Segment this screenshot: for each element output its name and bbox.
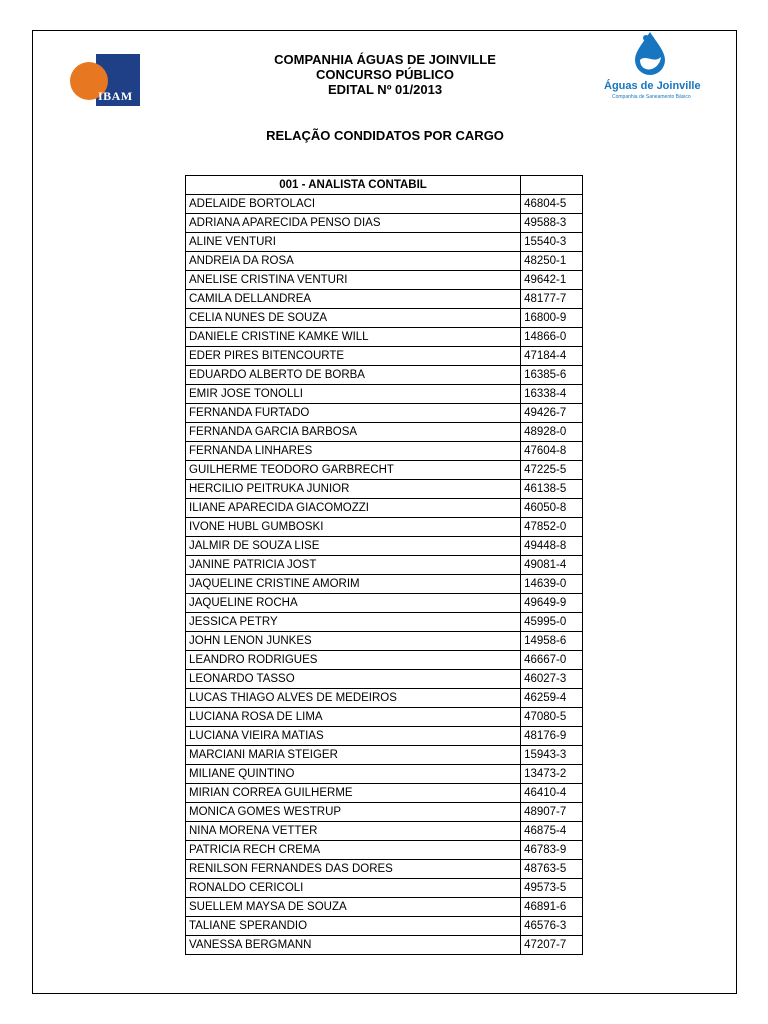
candidate-code: 46138-5 — [521, 480, 583, 499]
aguas-logo-subtitle: Companhia de Saneamento Básico — [612, 94, 691, 100]
candidate-code: 46891-6 — [521, 898, 583, 917]
table-row — [186, 518, 583, 537]
table-row — [186, 689, 583, 708]
table-row — [186, 651, 583, 670]
candidate-code: 47207-7 — [521, 936, 583, 955]
candidate-code: 46804-5 — [521, 195, 583, 214]
aguas-logo-name: Águas de Joinville — [604, 80, 701, 92]
candidates-table — [185, 175, 583, 955]
candidate-code: 49649-9 — [521, 594, 583, 613]
candidate-code: 15540-3 — [521, 233, 583, 252]
table-row — [186, 822, 583, 841]
ibam-logo — [70, 54, 140, 106]
candidate-code: 14958-6 — [521, 632, 583, 651]
candidate-code: 48763-5 — [521, 860, 583, 879]
candidate-code: 16385-6 — [521, 366, 583, 385]
candidate-name: DANIELE CRISTINE KAMKE WILL — [186, 328, 521, 347]
candidate-name: FERNANDA LINHARES — [186, 442, 521, 461]
candidate-name: MILIANE QUINTINO — [186, 765, 521, 784]
table-row — [186, 233, 583, 252]
candidate-code: 16800-9 — [521, 309, 583, 328]
table-header-cargo: 001 - ANALISTA CONTABIL — [186, 176, 521, 195]
table-row — [186, 423, 583, 442]
table-header-row — [186, 176, 583, 195]
table-row — [186, 727, 583, 746]
candidate-name: ALINE VENTURI — [186, 233, 521, 252]
candidate-name: LUCIANA VIEIRA MATIAS — [186, 727, 521, 746]
candidate-code: 49448-8 — [521, 537, 583, 556]
table-row — [186, 290, 583, 309]
header-line-contest: CONCURSO PÚBLICO — [316, 67, 454, 82]
candidate-code: 46667-0 — [521, 651, 583, 670]
candidate-name: LUCIANA ROSA DE LIMA — [186, 708, 521, 727]
candidate-code: 46050-8 — [521, 499, 583, 518]
candidate-name: ANDREIA DA ROSA — [186, 252, 521, 271]
candidate-name: GUILHERME TEODORO GARBRECHT — [186, 461, 521, 480]
candidate-name: SUELLEM MAYSA DE SOUZA — [186, 898, 521, 917]
table-row — [186, 803, 583, 822]
table-row — [186, 385, 583, 404]
candidate-name: FERNANDA GARCIA BARBOSA — [186, 423, 521, 442]
table-row — [186, 670, 583, 689]
table-row — [186, 708, 583, 727]
candidate-name: CELIA NUNES DE SOUZA — [186, 309, 521, 328]
table-row — [186, 917, 583, 936]
candidate-code: 46783-9 — [521, 841, 583, 860]
candidate-code: 49426-7 — [521, 404, 583, 423]
document-header — [180, 52, 590, 97]
candidate-code: 46410-4 — [521, 784, 583, 803]
table-row — [186, 594, 583, 613]
candidate-code: 47080-5 — [521, 708, 583, 727]
table-header-code — [521, 176, 583, 195]
candidate-code: 47184-4 — [521, 347, 583, 366]
table-row — [186, 347, 583, 366]
candidate-name: MONICA GOMES WESTRUP — [186, 803, 521, 822]
table-row — [186, 784, 583, 803]
candidate-name: ANELISE CRISTINA VENTURI — [186, 271, 521, 290]
table-row — [186, 328, 583, 347]
candidate-name: ILIANE APARECIDA GIACOMOZZI — [186, 499, 521, 518]
candidate-code: 48177-7 — [521, 290, 583, 309]
candidate-name: TALIANE SPERANDIO — [186, 917, 521, 936]
table-row — [186, 404, 583, 423]
candidate-name: JESSICA PETRY — [186, 613, 521, 632]
table-row — [186, 537, 583, 556]
candidate-name: FERNANDA FURTADO — [186, 404, 521, 423]
candidate-name: MIRIAN CORREA GUILHERME — [186, 784, 521, 803]
table-row — [186, 366, 583, 385]
table-row — [186, 480, 583, 499]
candidate-name: ADRIANA APARECIDA PENSO DIAS — [186, 214, 521, 233]
table-row — [186, 309, 583, 328]
candidate-code: 48250-1 — [521, 252, 583, 271]
table-row — [186, 461, 583, 480]
candidate-name: EDUARDO ALBERTO DE BORBA — [186, 366, 521, 385]
candidate-name: JAQUELINE CRISTINE AMORIM — [186, 575, 521, 594]
candidate-name: JAQUELINE ROCHA — [186, 594, 521, 613]
candidate-code: 15943-3 — [521, 746, 583, 765]
table-row — [186, 879, 583, 898]
table-row — [186, 195, 583, 214]
candidate-code: 13473-2 — [521, 765, 583, 784]
candidate-code: 46576-3 — [521, 917, 583, 936]
candidate-code: 48176-9 — [521, 727, 583, 746]
table-row — [186, 214, 583, 233]
table-row — [186, 841, 583, 860]
candidate-code: 16338-4 — [521, 385, 583, 404]
candidate-code: 49573-5 — [521, 879, 583, 898]
candidate-code: 14639-0 — [521, 575, 583, 594]
candidate-name: RONALDO CERICOLI — [186, 879, 521, 898]
candidate-code: 46259-4 — [521, 689, 583, 708]
candidate-name: RENILSON FERNANDES DAS DORES — [186, 860, 521, 879]
candidate-code: 46875-4 — [521, 822, 583, 841]
candidate-code: 47604-8 — [521, 442, 583, 461]
candidate-name: LEANDRO RODRIGUES — [186, 651, 521, 670]
candidate-code: 46027-3 — [521, 670, 583, 689]
aguas-de-joinville-logo — [598, 28, 708, 106]
candidate-code: 14866-0 — [521, 328, 583, 347]
table-row — [186, 746, 583, 765]
candidate-name: VANESSA BERGMANN — [186, 936, 521, 955]
table-row — [186, 442, 583, 461]
water-drop-icon — [632, 30, 668, 76]
candidate-name: NINA MORENA VETTER — [186, 822, 521, 841]
candidate-code: 49588-3 — [521, 214, 583, 233]
ibam-logo-text: IBAM — [98, 89, 133, 103]
candidate-name: EDER PIRES BITENCOURTE — [186, 347, 521, 366]
table-row — [186, 252, 583, 271]
candidate-name: CAMILA DELLANDREA — [186, 290, 521, 309]
table-row — [186, 499, 583, 518]
document-subtitle: RELAÇÃO CONDIDATOS POR CARGO — [266, 128, 504, 143]
candidate-code: 49081-4 — [521, 556, 583, 575]
candidate-name: LUCAS THIAGO ALVES DE MEDEIROS — [186, 689, 521, 708]
candidate-name: MARCIANI MARIA STEIGER — [186, 746, 521, 765]
candidate-name: JOHN LENON JUNKES — [186, 632, 521, 651]
candidate-code: 47852-0 — [521, 518, 583, 537]
candidate-name: EMIR JOSE TONOLLI — [186, 385, 521, 404]
table-row — [186, 898, 583, 917]
candidate-code: 48907-7 — [521, 803, 583, 822]
candidate-name: JANINE PATRICIA JOST — [186, 556, 521, 575]
candidate-name: LEONARDO TASSO — [186, 670, 521, 689]
candidate-code: 48928-0 — [521, 423, 583, 442]
table-row — [186, 271, 583, 290]
candidate-code: 49642-1 — [521, 271, 583, 290]
table-row — [186, 860, 583, 879]
candidate-name: PATRICIA RECH CREMA — [186, 841, 521, 860]
table-row — [186, 765, 583, 784]
header-line-company: COMPANHIA ÁGUAS DE JOINVILLE — [274, 52, 496, 67]
table-row — [186, 556, 583, 575]
candidate-name: ADELAIDE BORTOLACI — [186, 195, 521, 214]
header-line-edital: EDITAL Nº 01/2013 — [327, 82, 443, 97]
candidate-name: IVONE HUBL GUMBOSKI — [186, 518, 521, 537]
candidate-name: HERCILIO PEITRUKA JUNIOR — [186, 480, 521, 499]
table-row — [186, 613, 583, 632]
candidate-name: JALMIR DE SOUZA LISE — [186, 537, 521, 556]
candidate-code: 45995-0 — [521, 613, 583, 632]
table-row — [186, 936, 583, 955]
table-row — [186, 575, 583, 594]
candidate-code: 47225-5 — [521, 461, 583, 480]
table-row — [186, 632, 583, 651]
